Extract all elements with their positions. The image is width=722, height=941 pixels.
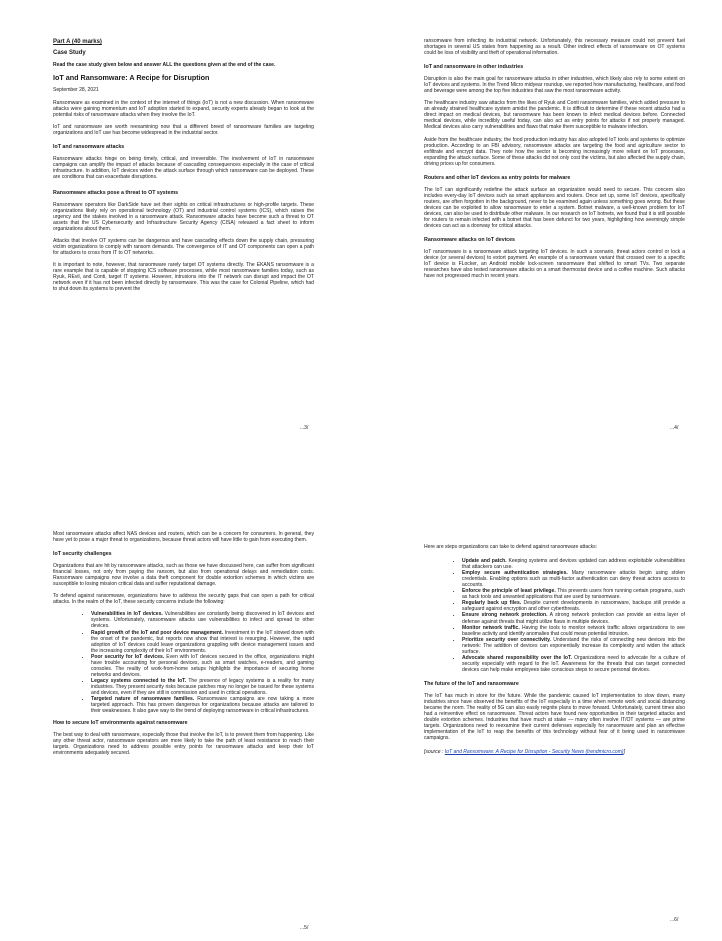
list-item-text: The presence of legacy systems is a reality for many industries. They present security risks because patches may no longer be issued for these systems and devices, even if they are still in commission and used in critical operations. (91, 677, 315, 696)
paragraph: IoT and ransomware are worth reexamining now that a different breed of ransomware families are targeting organizations and IoT use has become widespread in the industrial sector. (53, 124, 314, 137)
section-heading: IoT and ransomware attacks (53, 144, 125, 151)
list-item (462, 625, 685, 637)
paragraph: Ransomware attacks hinge on being timely, critical, and irreversible. The involvement of IoT in ransomware campaigns can amplify the impact of attacks because of cascading consequences especially in the case of critical infrastructure. In addition, IoT devices widen the attack surface through which ransomware can be deployed. These are conditions that can exacerbate disruptions. (53, 156, 314, 181)
source-link[interactable]: IoT and Ransomware: A Recipe for Disruption - Security News (trendmicro.com) (444, 749, 624, 756)
source-suffix: ] (623, 749, 626, 756)
list-item-title: Poor security for IoT devices. (91, 653, 165, 660)
list-item-text: Investment in the IoT slowed down with the onset of the pandemic, but reports now show that interest is resurging. However, the rapid adoption of IoT devices could leave organizations grappling with device management issues and the increasing complexity of their IoT environments. (91, 629, 314, 654)
section-heading: Ransomware attacks on IoT devices (424, 237, 515, 244)
case-study-heading: Case Study (53, 50, 86, 56)
list-item-text: Many ransomware attacks begin using stolen credentials. Enabling options such as multi-factor authentication can deny threat actors access to accounts. (462, 570, 685, 589)
list-item-title: Enforce the principle of least privilege. (462, 588, 556, 595)
list-item-title: Update and patch. (462, 558, 507, 565)
list-item-title: Targeted nature of ransomware families. (91, 696, 195, 703)
list-item-text: A strong network protection can provide an extra layer of defense against threats that might utilize flaws in multiple devices. (462, 612, 685, 625)
list-item-title: Vulnerabilities in IoT devices. (91, 611, 163, 618)
list-item-text: Despite current developments in ransomware, backups still provide a safeguard against encryption and other cyberthreats. (462, 600, 685, 613)
paragraph: Here are steps organizations can take to defend against ransomware attacks: (424, 544, 598, 550)
list-item-text: Keeping systems and devices updated can address exploitable vulnerabilities that attackers can use. (462, 558, 685, 571)
paragraph: IoT ransomware is a ransomware attack targeting IoT devices. In such a scenario, threat actors control or lock a device (or several devices) to extort payment. An example of a ransomware variant that crossed over to a specific IoT device is FLocker, an Android mobile lock-screen ransomware that shifted to smart TVs. Two separate researches have also tested ransomware attacks on a smart thermostat device and a coffee machine. Such attacks have not progressed much in recent years. (424, 249, 685, 280)
list-item (91, 678, 314, 696)
part-heading: Part A (40 marks) (53, 39, 102, 45)
list-item-title: Rapid growth of the IoT and poor device management. (91, 629, 224, 636)
page-5 (53, 531, 314, 762)
list-item (91, 630, 314, 654)
paragraph: Ransomware operators like DarkSide have set their sights on critical infrastructures or high-profile targets. These organizations likely rely on operational technology (OT) and industrial control systems (ICS), which raises the urgency and the stakes involved in a ransomware attack. Ransomware attacks have become such a threat to OT assets that the US Cybersecurity and Infrastructure Security Agency (CISA) released a fact sheet to inform organizations about them. (53, 201, 314, 232)
paragraph: The IoT can significantly redefine the attack surface an organization would need to secure. This concern also includes every-day IoT devices such as smart appliances and routers. Once set up, some IoT devices, specifically routers, are often forgotten in the background, never to be examined again unless something goes wrong. But these devices can be exploited to allow ransomware to enter a system. Botnet malware, a well-known problem for IoT devices, can also be used to distribute other malware. In our research on IoT botnets, we found that it is still possible for routers to remain infected with a botnet that has been defunct for two years, highlighting how seemingly simple devices can act as a doorway for critical attacks. (424, 186, 685, 230)
list-item-title: Advocate shared responsibility over the IoT. (462, 654, 572, 661)
page-number: ...5/ (300, 925, 309, 931)
page-number: ...6/ (670, 917, 679, 923)
list-item-text: Ransomware campaigns are now taking a more targeted approach. This has proven dangerous for organizations because attacks are tailored to their weaknesses. It also gave way to the trend of deploying ransomware in critical infrastructures. (91, 696, 314, 715)
list-item (462, 655, 685, 673)
paragraph: The best way to deal with ransomware, especially those that involve the IoT, is to prevent them from happening. Like any other threat actor, ransomware operators are more likely to take the path of least resistance to reach their targets. Organizations need to address possible entry points for ransomware attacks and keep their IoT environments adequately secured. (53, 732, 314, 757)
list-item (462, 600, 685, 612)
list-item (91, 611, 314, 629)
paragraph: The IoT has much in store for the future. While the pandemic caused IoT implementation to slow down, many industries since have observed the benefits of the IoT especially in a time when remote work and social distancing became the norm. The reality of 5G can also easily reignite plans to move forward. Unfortunately, current times also had a reinventive effect on ransomware. Threat actors have found new opportunities in their targeted attacks and double extortion schemes. Industries that have much at stake — many often involve IT/OT systems — are prime targets. Organizations need to reexamine their current defenses especially for ransomware and plan an effective implementation of the IoT to reap the benefits of this technology without fear of it being used in ransomware campaigns. (424, 692, 685, 742)
list-item-text: Organizations need to advocate for a culture of security especially with regard to the IoT. Awareness for the threats that can target connected devices can help make employees take conscious steps to secure personal devices. (462, 654, 685, 673)
source-prefix: [source : (424, 749, 445, 756)
section-heading: How to secure IoT environments against ransomware (53, 720, 188, 727)
article-title: IoT and Ransomware: A Recipe for Disruption (53, 73, 210, 83)
paragraph: Organizations that are hit by ransomware attacks, such as those we have discussed here, can suffer from significant financial losses, not only from paying the ransom, but also from operational delays and remediation costs. Ransomware campaigns now involve a data theft component for double extortion schemes in which victims are susceptible to losing mission critical data and suffer reputational damage. (53, 563, 314, 588)
section-heading: IoT security challenges (53, 551, 112, 558)
list-item (91, 696, 314, 714)
list-item (91, 654, 314, 678)
page-number: ...3/ (300, 425, 309, 431)
section-heading: IoT and ransomware in other industries (424, 64, 524, 71)
paragraph: Attacks that involve OT systems can be dangerous and have cascading effects down the supply chain, pressuring victim organizations to comply with ransom demands. The convergence of IT and OT components can open a path for attackers to cross from IT to OT networks. (53, 237, 314, 256)
paragraph: It is important to note, however, that ransomware rarely target OT systems directly. The EKANS ransomware is a rare example that is capable of stopping ICS software processes, while most ransomware families today, such as Ryuk, REvil, and Conti, target IT systems. However, intrusions into the IT network can disrupt and impact the OT network even if it has not been infected directly by ransomware. This was the case for Colonial Pipeline, which had to shut down its systems to prevent the (53, 261, 314, 293)
list-item-text: Understand the risks of connecting new devices into the network: The addition of devices can exponentially increase its complexity and widen the attack surface. (462, 636, 686, 655)
list-item-text: This prevents users from running certain programs, such as hack tools and unwanted applications that are used by ransomware. (462, 588, 685, 601)
section-heading: The future of the IoT and ransomware (424, 680, 519, 687)
paragraph: Aside from the healthcare industry, the food production industry has also adopted IoT tools and systems to optimize production. According to an FBI advisory, ransomware attacks are targeting the food and agriculture sector to exfiltrate and encrypt data. They note how the sector is becoming increasingly more reliant on IoT processes, expanding the attack surface. Some of these attacks did not only cost the victims, but also affected the supply chain, driving prices up for consumers. (424, 136, 685, 167)
page-4 (424, 38, 685, 285)
list-item (462, 558, 685, 570)
article-date: September 28, 2021 (53, 87, 99, 94)
list-item-title: Employ secure authentication strategies. (462, 570, 568, 577)
page-3 (53, 38, 314, 298)
page-number: ...4/ (670, 425, 679, 431)
list-item (462, 588, 685, 600)
paragraph: To defend against ransomware, organizations have to address the security gaps that can open a path for critical attacks. In the realm of the IoT, these security concerns include the following: (53, 593, 314, 606)
list-item-text: Having the tools to monitor network traffic allows organizations to see baseline activity and identify anomalies that could mean potential intrusion. (462, 624, 685, 637)
page-6 (424, 544, 685, 761)
source-citation (424, 749, 685, 755)
list-item-title: Legacy systems connected to the IoT. (91, 677, 187, 684)
security-concerns-list (53, 611, 314, 714)
list-item-title: Regularly back up files. (462, 600, 522, 607)
section-heading: Ransomware attacks pose a threat to OT systems (53, 189, 179, 196)
section-heading: Routers and other IoT devices as entry points for malware (424, 174, 571, 181)
list-item-title: Monitor network traffic. (462, 624, 520, 631)
paragraph: Ransomware as examined in the context of the internet of things (IoT) is not a new discussion. When ransomware attacks were gaining momentum and IoT adoption started to expand, security experts already began to look at the potential risks of ransomware attacks when they involve the IoT. (53, 100, 314, 119)
paragraph: The healthcare industry saw attacks from the likes of Ryuk and Conti ransomware families, which added pressure to an already strained healthcare system amidst the pandemic. It is difficult to determine if these recent attacks had a direct impact on medical devices, but ransomware has been known to infect medical devices before. Connected medical devices, while incredibly useful today, can also act as entry points for attacks if not properly managed. Medical devices also carry vulnerabilities and flaws that make them susceptible to malware infection. (424, 100, 685, 131)
list-item (462, 637, 685, 655)
instructions: Read the case study given below and answer ALL the questions given at the end of the case. (53, 62, 276, 68)
list-item-title: Ensure strong network protection. (462, 612, 548, 619)
defense-steps-list (424, 558, 685, 673)
list-item (462, 570, 685, 588)
paragraph: Disruption is also the main goal for ransomware attacks in other industries, which likely also rely to some extent on IoT devices and systems. In the Trend Micro midyear roundup, we reported how manufacturing, healthcare, and food and beverage were among the top five industries that saw the most ransomware activity. (424, 76, 685, 95)
paragraph: ransomware from infecting its industrial network. Unfortunately, this necessary measure could not prevent fuel shortages in several US states from happening as a result. Other indirect effects of ransomware on OT systems could be loss of visibility and theft of operational information. (424, 38, 685, 57)
paragraph: Most ransomware attacks affect NAS devices and routers, which can be a concern for consumers. In general, they have yet to pose a major threat to organizations, because threat actors will have little to gain from executing them. (53, 531, 314, 544)
list-item (462, 612, 685, 624)
list-item-text: Even with IoT devices secured in the office, organizations might have trouble accounting for personal devices, such as smart watches, e-readers, and gaming consoles. The reality of work-from-home setups highlights the importance of securing home networks and devices. (91, 653, 314, 678)
list-item-title: Prioritize security over connectivity. (462, 636, 551, 643)
list-item-text: Vulnerabilities are constantly being discovered in IoT devices and systems. Unfortunately, ransomware attacks use vulnerabilities to infect and spread to other devices. (91, 611, 314, 630)
